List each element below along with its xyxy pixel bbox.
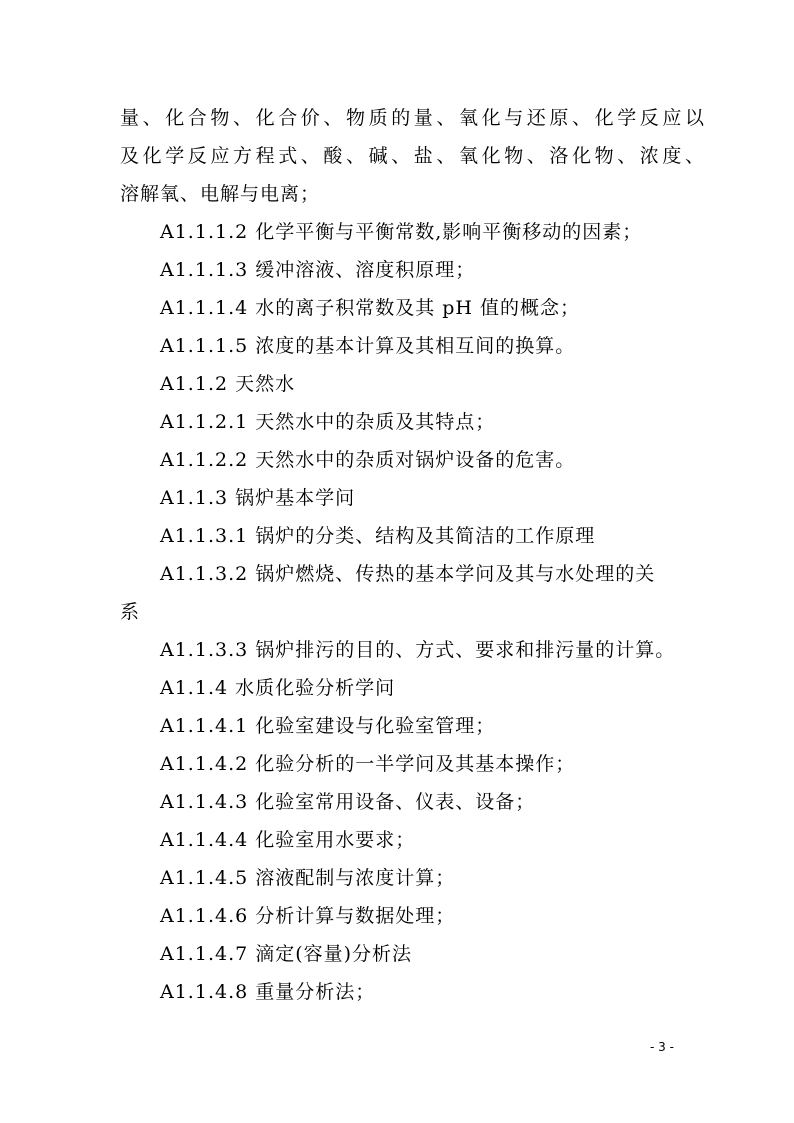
outline-item: A1.1.4.8 重量分析法；	[160, 981, 376, 1003]
outline-item: A1.1.3.1 锅炉的分类、结构及其简洁的工作原理	[160, 525, 596, 547]
outline-item: A1.1.4.6 分析计算与数据处理；	[160, 905, 456, 927]
outline-item-continuation: 系	[120, 601, 141, 623]
paragraph-line: 量、化合物、化合价、物质的量、氧化与还原、化学反应以	[120, 107, 708, 129]
outline-item: A1.1.4.2 化验分析的一半学问及其基本操作；	[160, 753, 576, 775]
outline-item: A1.1.4.4 化验室用水要求；	[160, 829, 416, 851]
outline-item: A1.1.4.3 化验室常用设备、仪表、设备；	[160, 791, 536, 813]
outline-item: A1.1.4.7 滴定(容量)分析法	[160, 943, 413, 965]
section-heading: A1.1.4 水质化验分析学问	[160, 677, 396, 699]
outline-item: A1.1.1.2 化学平衡与平衡常数,影响平衡移动的因素；	[160, 221, 643, 243]
outline-item: A1.1.3.2 锅炉燃烧、传热的基本学问及其与水处理的关	[160, 563, 656, 585]
section-heading: A1.1.2 天然水	[160, 373, 296, 395]
page-number: - 3 -	[650, 1040, 674, 1054]
outline-item: A1.1.3.3 锅炉排污的目的、方式、要求和排污量的计算。	[160, 639, 676, 661]
outline-item: A1.1.1.4 水的离子积常数及其 pH 值的概念；	[160, 297, 581, 319]
section-heading: A1.1.3 锅炉基本学问	[160, 487, 356, 509]
outline-item: A1.1.4.1 化验室建设与化验室管理；	[160, 715, 496, 737]
outline-item: A1.1.1.3 缓冲溶液、溶度积原理；	[160, 259, 476, 281]
outline-item: A1.1.4.5 溶液配制与浓度计算；	[160, 867, 456, 889]
outline-item: A1.1.2.2 天然水中的杂质对锅炉设备的危害。	[160, 449, 576, 471]
outline-item: A1.1.1.5 浓度的基本计算及其相互间的换算。	[160, 335, 576, 357]
outline-item: A1.1.2.1 天然水中的杂质及其特点；	[160, 411, 496, 433]
paragraph-line: 溶解氧、电解与电离；	[120, 183, 321, 205]
paragraph-line: 及化学反应方程式、酸、碱、盐、氧化物、洛化物、浓度、	[120, 145, 708, 167]
